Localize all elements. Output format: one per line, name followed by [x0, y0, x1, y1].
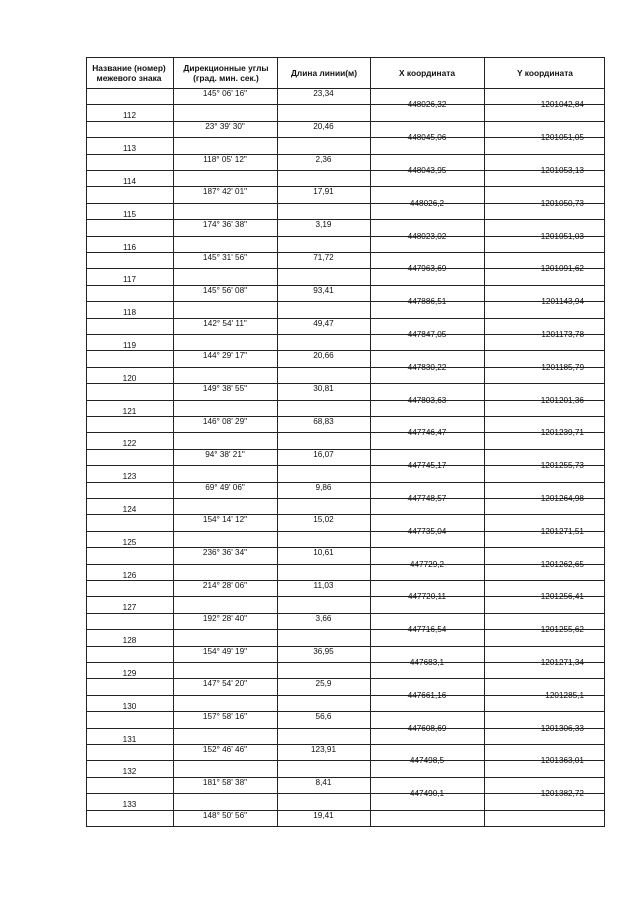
- y-coordinate: 1201271,51: [540, 526, 584, 536]
- x-coordinate: 447748,57: [407, 494, 447, 503]
- direction-angle: 69° 49' 06": [205, 482, 245, 492]
- point-name: 123: [122, 472, 137, 482]
- y-coordinate: 1201262,65: [540, 559, 584, 569]
- direction-angle: 214° 28' 06": [202, 581, 248, 590]
- direction-angle: 154° 49' 19": [202, 646, 248, 656]
- point-name: 118: [122, 308, 137, 318]
- point-name: 121: [122, 406, 137, 416]
- x-coordinate: 448045,06: [407, 133, 447, 143]
- direction-angle: 174° 36' 38": [202, 220, 248, 230]
- line-length: 93,41: [313, 285, 334, 295]
- line-length: 9,86: [315, 482, 332, 492]
- y-coordinate: 1201255,62: [540, 625, 584, 635]
- line-length: 123,91: [310, 745, 337, 754]
- direction-angle: 146° 08' 29": [202, 417, 248, 426]
- direction-angle: 147° 54' 20": [202, 679, 248, 689]
- y-coordinate: 1201051,05: [540, 133, 584, 143]
- column-divider: [604, 57, 605, 827]
- x-coordinate: 447847,05: [407, 330, 447, 339]
- point-name: 120: [122, 373, 137, 383]
- x-coordinate: 447661,16: [407, 690, 447, 700]
- x-coordinate: 448026,32: [407, 100, 447, 110]
- direction-angle: 149° 38' 55": [202, 384, 248, 394]
- point-name: 130: [122, 701, 137, 711]
- y-coordinate: 1201256,41: [540, 592, 584, 602]
- x-coordinate: 447963,69: [407, 264, 447, 274]
- line-length: 19,41: [313, 810, 334, 820]
- point-name: 114: [122, 177, 137, 186]
- x-coordinate: 448026,2: [409, 198, 445, 208]
- x-coordinate: 447746,47: [407, 428, 447, 438]
- x-coordinate: 447745,17: [407, 461, 447, 471]
- point-name: 116: [122, 242, 137, 252]
- point-name: 112: [122, 111, 137, 121]
- y-coordinate: 1201264,98: [540, 494, 584, 503]
- point-name: 131: [122, 734, 137, 744]
- y-coordinate: 1201306,33: [540, 723, 584, 733]
- line-length: 56,6: [315, 712, 332, 722]
- x-coordinate: 447498,5: [409, 756, 445, 766]
- line-length: 71,72: [313, 253, 334, 262]
- header-angle: Дирекционные углы (град. мин. сек.): [183, 63, 269, 83]
- direction-angle: 118° 05' 12": [203, 154, 247, 164]
- direction-angle: 145° 56' 08": [202, 285, 248, 295]
- x-coordinate: 447490,1: [409, 789, 445, 799]
- point-name: 132: [122, 767, 137, 777]
- x-coordinate: 447683,1: [409, 658, 445, 667]
- direction-angle: 154° 14' 12": [202, 515, 248, 525]
- direction-angle: 157° 58' 16": [202, 712, 248, 722]
- line-length: 36,95: [313, 646, 334, 656]
- table-border-top: [86, 57, 604, 58]
- y-coordinate: 1201285,1: [545, 690, 584, 700]
- direction-angle: 192° 28' 40": [202, 613, 248, 623]
- x-coordinate: 447608,69: [407, 723, 447, 733]
- header-x: X координата: [398, 68, 456, 78]
- x-coordinate: 447803,63: [407, 395, 447, 405]
- y-coordinate: 1201382,72: [540, 789, 584, 799]
- line-length: 25,9: [315, 679, 332, 689]
- point-name: 122: [122, 439, 137, 449]
- direction-angle: 142° 54' 11": [203, 318, 247, 328]
- y-coordinate: 1201255,73: [540, 461, 584, 471]
- line-length: 23,34: [313, 89, 334, 98]
- point-name: 127: [122, 603, 137, 613]
- y-coordinate: 1201239,71: [540, 428, 584, 438]
- point-name: 113: [122, 144, 137, 154]
- header-length: Длина линии(м): [290, 68, 358, 78]
- x-coordinate: 447886,51: [407, 297, 447, 307]
- y-coordinate: 1201051,03: [540, 231, 584, 241]
- point-name: 125: [122, 537, 137, 547]
- y-coordinate: 1201053,13: [540, 166, 584, 175]
- x-coordinate: 447735,04: [407, 526, 447, 536]
- line-length: 8,41: [315, 777, 332, 787]
- direction-angle: 145° 31' 56": [202, 253, 248, 262]
- line-length: 17,91: [313, 187, 334, 197]
- line-length: 15,02: [313, 515, 334, 525]
- point-name: 119: [122, 341, 137, 350]
- point-name: 128: [122, 636, 137, 646]
- header-y: Y координата: [517, 68, 573, 78]
- y-coordinate: 1201173,78: [541, 330, 584, 339]
- y-coordinate: 1201042,84: [540, 100, 584, 110]
- line-length: 3,19: [315, 220, 332, 230]
- x-coordinate: 447830,22: [407, 362, 447, 372]
- x-coordinate: 448023,02: [407, 231, 447, 241]
- direction-angle: 144° 29' 17": [202, 351, 248, 361]
- line-length: 16,07: [313, 449, 334, 459]
- point-name: 124: [122, 505, 137, 514]
- line-length: 2,36: [315, 154, 332, 164]
- x-coordinate: 448043,95: [407, 166, 447, 175]
- line-length: 3,66: [315, 613, 332, 623]
- y-coordinate: 1201091,62: [540, 264, 584, 274]
- direction-angle: 187° 42' 01": [202, 187, 248, 197]
- direction-angle: 152° 46' 46": [202, 745, 248, 754]
- y-coordinate: 1201201,36: [540, 395, 584, 405]
- point-name: 117: [122, 275, 137, 285]
- line-length: 68,83: [313, 417, 334, 426]
- x-coordinate: 447720,11: [407, 592, 447, 602]
- line-length: 20,66: [313, 351, 334, 361]
- line-length: 10,61: [313, 548, 334, 558]
- direction-angle: 23° 39' 30": [205, 121, 245, 131]
- y-coordinate: 1201185,79: [541, 362, 584, 372]
- line-length: 30,81: [313, 384, 334, 394]
- point-name: 115: [122, 209, 137, 219]
- y-coordinate: 1201143,94: [541, 297, 584, 307]
- point-name: 129: [122, 669, 137, 678]
- header-name: Название (номер) межевого знака: [92, 63, 166, 83]
- y-coordinate: 1201271,34: [540, 658, 584, 667]
- direction-angle: 236° 36' 34": [202, 548, 248, 558]
- line-length: 20,46: [313, 121, 334, 131]
- point-name: 126: [122, 570, 137, 580]
- line-length: 49,47: [313, 318, 334, 328]
- direction-angle: 148° 50' 56": [202, 810, 248, 820]
- table-border-bottom: [86, 826, 604, 827]
- x-coordinate: 447729,2: [409, 559, 445, 569]
- y-coordinate: 1201363,01: [540, 756, 584, 766]
- line-length: 11,03: [313, 581, 334, 590]
- y-coordinate: 1201050,73: [540, 198, 584, 208]
- direction-angle: 181° 58' 38": [202, 777, 248, 787]
- x-coordinate: 447716,54: [407, 625, 447, 635]
- direction-angle: 94° 38' 21": [205, 449, 245, 459]
- point-name: 133: [122, 800, 137, 810]
- direction-angle: 145° 06' 16": [202, 89, 248, 98]
